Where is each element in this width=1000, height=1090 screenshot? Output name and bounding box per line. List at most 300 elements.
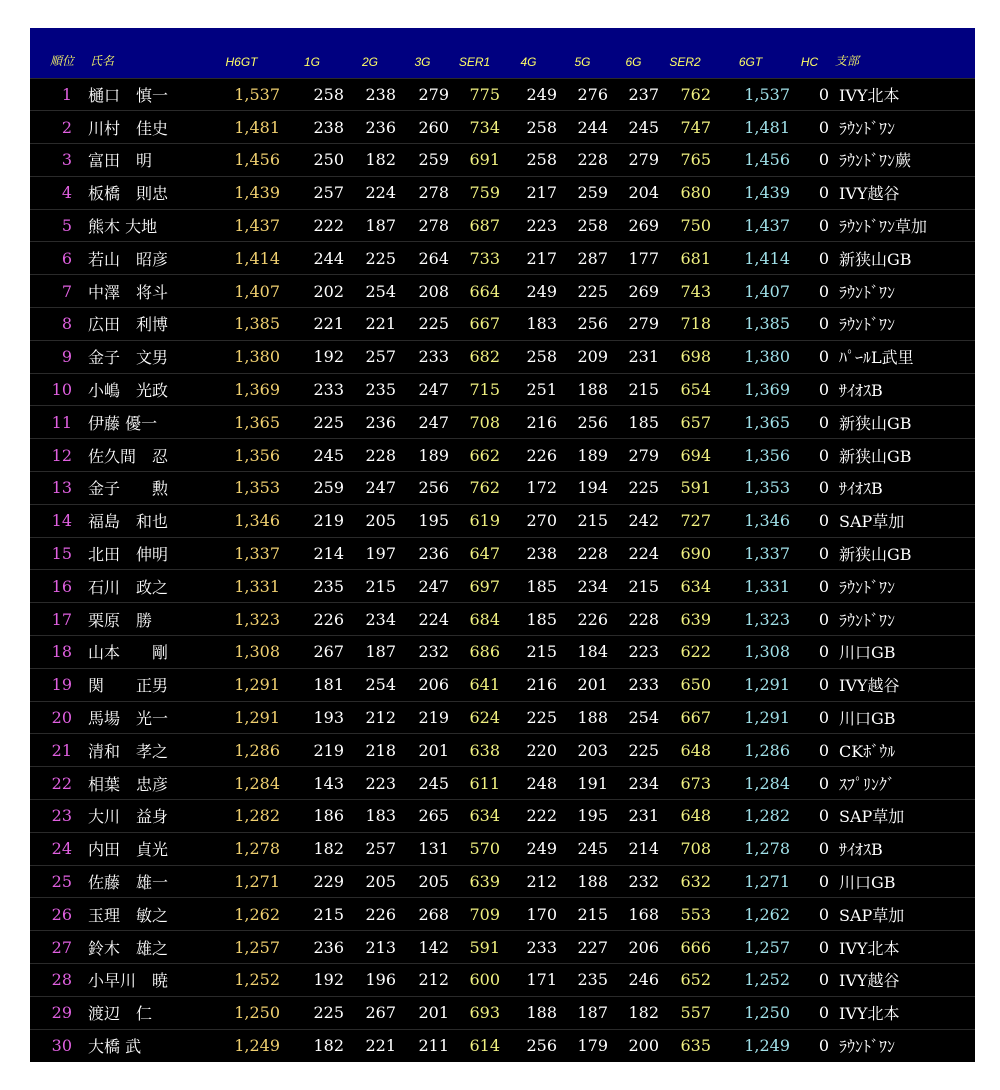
rank-cell: 9 bbox=[61, 347, 72, 367]
ser2-cell: 654 bbox=[680, 380, 711, 400]
h6gt-cell: 1,331 bbox=[234, 576, 280, 596]
game5-cell: 209 bbox=[577, 347, 608, 367]
game5-cell: 258 bbox=[577, 216, 608, 236]
ser2-cell: 635 bbox=[680, 1036, 711, 1056]
handicap-cell: 0 bbox=[818, 412, 829, 432]
ser2-cell: 690 bbox=[680, 544, 711, 564]
player-name-cell: 渡辺 仁 bbox=[88, 1004, 153, 1024]
rank-cell: 1 bbox=[61, 84, 72, 104]
game5-cell: 259 bbox=[577, 183, 608, 203]
game5-cell: 191 bbox=[577, 773, 608, 793]
col-header-rank: 順位 bbox=[49, 53, 74, 68]
game2-cell: 218 bbox=[365, 740, 396, 760]
results-table bbox=[30, 28, 975, 1062]
player-name-cell: 金子 勲 bbox=[88, 479, 169, 499]
total-6gt-cell: 1,407 bbox=[744, 281, 790, 301]
results-body bbox=[30, 78, 975, 1062]
club-cell: 川口GB bbox=[839, 709, 896, 729]
game3-cell: 265 bbox=[418, 806, 449, 826]
total-6gt-cell: 1,439 bbox=[744, 183, 790, 203]
h6gt-cell: 1,437 bbox=[234, 216, 280, 236]
total-6gt-cell: 1,331 bbox=[744, 576, 790, 596]
game2-cell: 228 bbox=[365, 445, 396, 465]
col-header-g1: 1G bbox=[303, 54, 320, 69]
ser2-cell: 632 bbox=[680, 872, 711, 892]
ser1-cell: 667 bbox=[469, 314, 500, 334]
game6-cell: 206 bbox=[628, 937, 659, 957]
game5-cell: 187 bbox=[577, 1003, 608, 1023]
table-row bbox=[30, 865, 975, 898]
game2-cell: 183 bbox=[365, 806, 396, 826]
ser2-cell: 747 bbox=[680, 117, 711, 137]
h6gt-cell: 1,537 bbox=[234, 84, 280, 104]
game1-cell: 192 bbox=[313, 347, 344, 367]
game4-cell: 248 bbox=[526, 773, 557, 793]
club-cell: IVY北本 bbox=[839, 938, 900, 958]
game2-cell: 197 bbox=[365, 544, 396, 564]
table-row bbox=[30, 439, 975, 472]
game5-cell: 225 bbox=[577, 281, 608, 301]
rank-cell: 19 bbox=[51, 675, 72, 695]
club-cell: IVY北本 bbox=[839, 85, 900, 105]
ser1-cell: 733 bbox=[469, 248, 500, 268]
total-6gt-cell: 1,308 bbox=[744, 642, 790, 662]
game3-cell: 247 bbox=[418, 412, 449, 432]
player-name-cell: 大川 益身 bbox=[88, 807, 169, 827]
total-6gt-cell: 1,414 bbox=[744, 248, 790, 268]
game5-cell: 256 bbox=[577, 314, 608, 334]
rank-cell: 15 bbox=[51, 544, 72, 564]
table-row bbox=[30, 767, 975, 800]
game5-cell: 244 bbox=[577, 117, 608, 137]
game4-cell: 172 bbox=[526, 478, 557, 498]
game4-cell: 258 bbox=[526, 117, 557, 137]
game1-cell: 257 bbox=[313, 183, 344, 203]
game2-cell: 254 bbox=[365, 675, 396, 695]
player-name-cell: 相葉 忠彦 bbox=[88, 774, 169, 794]
handicap-cell: 0 bbox=[818, 150, 829, 170]
ser2-cell: 727 bbox=[680, 511, 711, 531]
h6gt-cell: 1,284 bbox=[234, 773, 280, 793]
game4-cell: 222 bbox=[526, 806, 557, 826]
game6-cell: 185 bbox=[628, 412, 659, 432]
header-row bbox=[30, 28, 975, 78]
h6gt-cell: 1,291 bbox=[234, 675, 280, 695]
game6-cell: 225 bbox=[628, 478, 659, 498]
game6-cell: 269 bbox=[628, 216, 659, 236]
game2-cell: 205 bbox=[365, 872, 396, 892]
rank-cell: 27 bbox=[51, 937, 72, 957]
handicap-cell: 0 bbox=[818, 183, 829, 203]
game6-cell: 232 bbox=[628, 872, 659, 892]
handicap-cell: 0 bbox=[818, 1036, 829, 1056]
game3-cell: 219 bbox=[418, 708, 449, 728]
game6-cell: 245 bbox=[628, 117, 659, 137]
rank-cell: 24 bbox=[51, 839, 72, 859]
total-6gt-cell: 1,278 bbox=[744, 839, 790, 859]
rank-cell: 12 bbox=[51, 445, 72, 465]
total-6gt-cell: 1,437 bbox=[744, 216, 790, 236]
total-6gt-cell: 1,380 bbox=[744, 347, 790, 367]
h6gt-cell: 1,369 bbox=[234, 380, 280, 400]
game6-cell: 215 bbox=[628, 576, 659, 596]
ser2-cell: 639 bbox=[680, 609, 711, 629]
game1-cell: 225 bbox=[313, 1003, 344, 1023]
rank-cell: 13 bbox=[51, 478, 72, 498]
game4-cell: 185 bbox=[526, 576, 557, 596]
total-6gt-cell: 1,337 bbox=[744, 544, 790, 564]
h6gt-cell: 1,356 bbox=[234, 445, 280, 465]
total-6gt-cell: 1,481 bbox=[744, 117, 790, 137]
game5-cell: 194 bbox=[577, 478, 608, 498]
table-row bbox=[30, 537, 975, 570]
game1-cell: 225 bbox=[313, 412, 344, 432]
ser1-cell: 759 bbox=[469, 183, 500, 203]
col-header-ser1: SER1 bbox=[458, 54, 491, 69]
table-row bbox=[30, 308, 975, 341]
table-row bbox=[30, 275, 975, 308]
player-name-cell: 山本 剛 bbox=[88, 643, 169, 663]
game6-cell: 215 bbox=[628, 380, 659, 400]
total-6gt-cell: 1,456 bbox=[744, 150, 790, 170]
game1-cell: 226 bbox=[313, 609, 344, 629]
table-row bbox=[30, 734, 975, 767]
handicap-cell: 0 bbox=[818, 445, 829, 465]
game6-cell: 234 bbox=[628, 773, 659, 793]
col-header-g2: 2G bbox=[361, 54, 378, 69]
ser2-cell: 718 bbox=[680, 314, 711, 334]
total-6gt-cell: 1,257 bbox=[744, 937, 790, 957]
total-6gt-cell: 1,291 bbox=[744, 675, 790, 695]
player-name-cell: 北田 伸明 bbox=[88, 545, 169, 565]
player-name-cell: 板橋 則忠 bbox=[88, 184, 169, 204]
game3-cell: 278 bbox=[418, 216, 449, 236]
col-header-hc: HC bbox=[800, 54, 819, 69]
table-row bbox=[30, 406, 975, 439]
rank-cell: 23 bbox=[51, 806, 72, 826]
game2-cell: 257 bbox=[365, 347, 396, 367]
rank-cell: 14 bbox=[51, 511, 72, 531]
h6gt-cell: 1,456 bbox=[234, 150, 280, 170]
game6-cell: 200 bbox=[628, 1036, 659, 1056]
rank-cell: 4 bbox=[61, 183, 72, 203]
game5-cell: 201 bbox=[577, 675, 608, 695]
handicap-cell: 0 bbox=[818, 740, 829, 760]
game4-cell: 258 bbox=[526, 347, 557, 367]
game4-cell: 233 bbox=[526, 937, 557, 957]
game1-cell: 245 bbox=[313, 445, 344, 465]
game2-cell: 236 bbox=[365, 117, 396, 137]
game5-cell: 188 bbox=[577, 380, 608, 400]
game1-cell: 221 bbox=[313, 314, 344, 334]
table-row bbox=[30, 144, 975, 177]
game3-cell: 247 bbox=[418, 576, 449, 596]
ser1-cell: 614 bbox=[469, 1036, 500, 1056]
game6-cell: 279 bbox=[628, 314, 659, 334]
club-cell: CKﾎﾞｳﾙ bbox=[839, 741, 896, 761]
club-cell: ﾗｳﾝﾄﾞﾜﾝ bbox=[839, 118, 896, 138]
game6-cell: 204 bbox=[628, 183, 659, 203]
game4-cell: 249 bbox=[526, 281, 557, 301]
handicap-cell: 0 bbox=[818, 773, 829, 793]
game1-cell: 214 bbox=[313, 544, 344, 564]
total-6gt-cell: 1,346 bbox=[744, 511, 790, 531]
ser1-cell: 624 bbox=[469, 708, 500, 728]
table-row bbox=[30, 570, 975, 603]
results-board bbox=[30, 28, 975, 1062]
ser1-cell: 641 bbox=[469, 675, 500, 695]
rank-cell: 6 bbox=[61, 248, 72, 268]
total-6gt-cell: 1,369 bbox=[744, 380, 790, 400]
handicap-cell: 0 bbox=[818, 1003, 829, 1023]
handicap-cell: 0 bbox=[818, 708, 829, 728]
h6gt-cell: 1,380 bbox=[234, 347, 280, 367]
ser1-cell: 686 bbox=[469, 642, 500, 662]
table-row bbox=[30, 636, 975, 669]
game3-cell: 225 bbox=[418, 314, 449, 334]
player-name-cell: 鈴木 雄之 bbox=[88, 938, 169, 958]
game2-cell: 223 bbox=[365, 773, 396, 793]
rank-cell: 29 bbox=[51, 1003, 72, 1023]
club-cell: ﾗｳﾝﾄﾞﾜﾝ bbox=[839, 577, 896, 597]
club-cell: IVY越谷 bbox=[839, 676, 900, 696]
game6-cell: 224 bbox=[628, 544, 659, 564]
ser1-cell: 687 bbox=[469, 216, 500, 236]
game3-cell: 212 bbox=[418, 970, 449, 990]
rank-cell: 16 bbox=[51, 576, 72, 596]
game3-cell: 232 bbox=[418, 642, 449, 662]
ser1-cell: 634 bbox=[469, 806, 500, 826]
col-header-club: 支部 bbox=[835, 53, 860, 68]
player-name-cell: 清和 孝之 bbox=[88, 741, 169, 761]
ser2-cell: 666 bbox=[680, 937, 711, 957]
ser1-cell: 570 bbox=[469, 839, 500, 859]
h6gt-cell: 1,252 bbox=[234, 970, 280, 990]
game6-cell: 242 bbox=[628, 511, 659, 531]
handicap-cell: 0 bbox=[818, 970, 829, 990]
game4-cell: 170 bbox=[526, 904, 557, 924]
game4-cell: 220 bbox=[526, 740, 557, 760]
rank-cell: 30 bbox=[51, 1036, 72, 1056]
game4-cell: 270 bbox=[526, 511, 557, 531]
h6gt-cell: 1,257 bbox=[234, 937, 280, 957]
club-cell: ﾊﾟｰﾙL武里 bbox=[839, 348, 914, 368]
handicap-cell: 0 bbox=[818, 609, 829, 629]
handicap-cell: 0 bbox=[818, 872, 829, 892]
player-name-cell: 熊木 大地 bbox=[88, 217, 158, 237]
game4-cell: 225 bbox=[526, 708, 557, 728]
game5-cell: 228 bbox=[577, 150, 608, 170]
ser1-cell: 709 bbox=[469, 904, 500, 924]
ser1-cell: 600 bbox=[469, 970, 500, 990]
player-name-cell: 若山 昭彦 bbox=[88, 249, 169, 269]
table-row bbox=[30, 931, 975, 964]
h6gt-cell: 1,249 bbox=[234, 1036, 280, 1056]
player-name-cell: 石川 政之 bbox=[88, 577, 169, 597]
game3-cell: 245 bbox=[418, 773, 449, 793]
player-name-cell: 広田 利博 bbox=[88, 315, 169, 335]
h6gt-cell: 1,353 bbox=[234, 478, 280, 498]
col-header-g3: 3G bbox=[414, 54, 431, 69]
handicap-cell: 0 bbox=[818, 511, 829, 531]
game2-cell: 182 bbox=[365, 150, 396, 170]
game3-cell: 206 bbox=[418, 675, 449, 695]
player-name-cell: 内田 貞光 bbox=[88, 840, 169, 860]
game5-cell: 215 bbox=[577, 904, 608, 924]
game2-cell: 196 bbox=[365, 970, 396, 990]
ser1-cell: 691 bbox=[469, 150, 500, 170]
game1-cell: 202 bbox=[313, 281, 344, 301]
table-row bbox=[30, 340, 975, 373]
handicap-cell: 0 bbox=[818, 380, 829, 400]
handicap-cell: 0 bbox=[818, 806, 829, 826]
ser1-cell: 682 bbox=[469, 347, 500, 367]
game3-cell: 211 bbox=[418, 1036, 449, 1056]
table-row bbox=[30, 964, 975, 997]
game3-cell: 259 bbox=[418, 150, 449, 170]
game4-cell: 216 bbox=[526, 675, 557, 695]
game6-cell: 254 bbox=[628, 708, 659, 728]
ser1-cell: 708 bbox=[469, 412, 500, 432]
player-name-cell: 小早川 暁 bbox=[88, 971, 169, 991]
game4-cell: 215 bbox=[526, 642, 557, 662]
club-cell: 川口GB bbox=[839, 873, 896, 893]
game4-cell: 217 bbox=[526, 183, 557, 203]
player-name-cell: 大橋 武 bbox=[88, 1037, 142, 1057]
club-cell: 新狭山GB bbox=[839, 446, 912, 466]
ser2-cell: 708 bbox=[680, 839, 711, 859]
ser1-cell: 684 bbox=[469, 609, 500, 629]
ser2-cell: 553 bbox=[680, 904, 711, 924]
h6gt-cell: 1,278 bbox=[234, 839, 280, 859]
club-cell: 川口GB bbox=[839, 643, 896, 663]
game1-cell: 182 bbox=[313, 839, 344, 859]
ser1-cell: 638 bbox=[469, 740, 500, 760]
table-row bbox=[30, 1029, 975, 1062]
player-name-cell: 樋口 慎一 bbox=[88, 85, 169, 105]
club-cell: ｽﾌﾟﾘﾝｸﾞ bbox=[839, 774, 896, 794]
total-6gt-cell: 1,249 bbox=[744, 1036, 790, 1056]
handicap-cell: 0 bbox=[818, 216, 829, 236]
game1-cell: 215 bbox=[313, 904, 344, 924]
game2-cell: 221 bbox=[365, 1036, 396, 1056]
rank-cell: 10 bbox=[51, 380, 72, 400]
rank-cell: 7 bbox=[61, 281, 72, 301]
player-name-cell: 富田 明 bbox=[88, 151, 153, 171]
game6-cell: 233 bbox=[628, 675, 659, 695]
game4-cell: 217 bbox=[526, 248, 557, 268]
club-cell: IVY越谷 bbox=[839, 184, 900, 204]
game1-cell: 258 bbox=[313, 84, 344, 104]
player-name-cell: 佐久間 忍 bbox=[88, 446, 169, 466]
col-header-h6gt: H6GT bbox=[225, 54, 258, 69]
total-6gt-cell: 1,385 bbox=[744, 314, 790, 334]
game4-cell: 185 bbox=[526, 609, 557, 629]
table-row bbox=[30, 472, 975, 505]
game1-cell: 267 bbox=[313, 642, 344, 662]
ser2-cell: 765 bbox=[680, 150, 711, 170]
game5-cell: 215 bbox=[577, 511, 608, 531]
player-name-cell: 玉理 敏之 bbox=[88, 905, 169, 925]
game2-cell: 226 bbox=[365, 904, 396, 924]
handicap-cell: 0 bbox=[818, 281, 829, 301]
handicap-cell: 0 bbox=[818, 544, 829, 564]
game1-cell: 143 bbox=[313, 773, 344, 793]
player-name-cell: 関 正男 bbox=[88, 676, 169, 696]
game3-cell: 233 bbox=[418, 347, 449, 367]
rank-cell: 21 bbox=[51, 740, 72, 760]
game2-cell: 238 bbox=[365, 84, 396, 104]
game2-cell: 213 bbox=[365, 937, 396, 957]
ser1-cell: 775 bbox=[469, 84, 500, 104]
game2-cell: 234 bbox=[365, 609, 396, 629]
game5-cell: 228 bbox=[577, 544, 608, 564]
player-name-cell: 金子 文男 bbox=[88, 348, 169, 368]
h6gt-cell: 1,291 bbox=[234, 708, 280, 728]
h6gt-cell: 1,481 bbox=[234, 117, 280, 137]
col-header-g6: 6G bbox=[625, 54, 642, 69]
player-name-cell: 佐藤 雄一 bbox=[88, 873, 169, 893]
rank-cell: 3 bbox=[61, 150, 72, 170]
game1-cell: 193 bbox=[313, 708, 344, 728]
total-6gt-cell: 1,365 bbox=[744, 412, 790, 432]
game3-cell: 260 bbox=[418, 117, 449, 137]
rank-cell: 28 bbox=[51, 970, 72, 990]
club-cell: ﾗｳﾝﾄﾞﾜﾝ bbox=[839, 1037, 896, 1057]
club-cell: 新狭山GB bbox=[839, 413, 912, 433]
game2-cell: 215 bbox=[365, 576, 396, 596]
player-name-cell: 中澤 将斗 bbox=[88, 282, 169, 302]
col-header-6gt: 6GT bbox=[738, 54, 763, 69]
game3-cell: 264 bbox=[418, 248, 449, 268]
ser1-cell: 697 bbox=[469, 576, 500, 596]
game1-cell: 229 bbox=[313, 872, 344, 892]
game4-cell: 238 bbox=[526, 544, 557, 564]
total-6gt-cell: 1,262 bbox=[744, 904, 790, 924]
game2-cell: 247 bbox=[365, 478, 396, 498]
game2-cell: 267 bbox=[365, 1003, 396, 1023]
game3-cell: 189 bbox=[418, 445, 449, 465]
handicap-cell: 0 bbox=[818, 937, 829, 957]
game3-cell: 208 bbox=[418, 281, 449, 301]
game5-cell: 256 bbox=[577, 412, 608, 432]
game1-cell: 233 bbox=[313, 380, 344, 400]
ser1-cell: 662 bbox=[469, 445, 500, 465]
game1-cell: 259 bbox=[313, 478, 344, 498]
total-6gt-cell: 1,356 bbox=[744, 445, 790, 465]
club-cell: 新狭山GB bbox=[839, 545, 912, 565]
game4-cell: 251 bbox=[526, 380, 557, 400]
ser1-cell: 639 bbox=[469, 872, 500, 892]
ser2-cell: 762 bbox=[680, 84, 711, 104]
table-row bbox=[30, 800, 975, 833]
game3-cell: 131 bbox=[418, 839, 449, 859]
game5-cell: 227 bbox=[577, 937, 608, 957]
game4-cell: 183 bbox=[526, 314, 557, 334]
h6gt-cell: 1,346 bbox=[234, 511, 280, 531]
game1-cell: 238 bbox=[313, 117, 344, 137]
col-header-g5: 5G bbox=[574, 54, 591, 69]
game4-cell: 249 bbox=[526, 84, 557, 104]
handicap-cell: 0 bbox=[818, 248, 829, 268]
ser2-cell: 680 bbox=[680, 183, 711, 203]
club-cell: SAP草加 bbox=[839, 807, 905, 827]
table-row bbox=[30, 78, 975, 111]
total-6gt-cell: 1,282 bbox=[744, 806, 790, 826]
ser2-cell: 698 bbox=[680, 347, 711, 367]
total-6gt-cell: 1,252 bbox=[744, 970, 790, 990]
table-row bbox=[30, 242, 975, 275]
